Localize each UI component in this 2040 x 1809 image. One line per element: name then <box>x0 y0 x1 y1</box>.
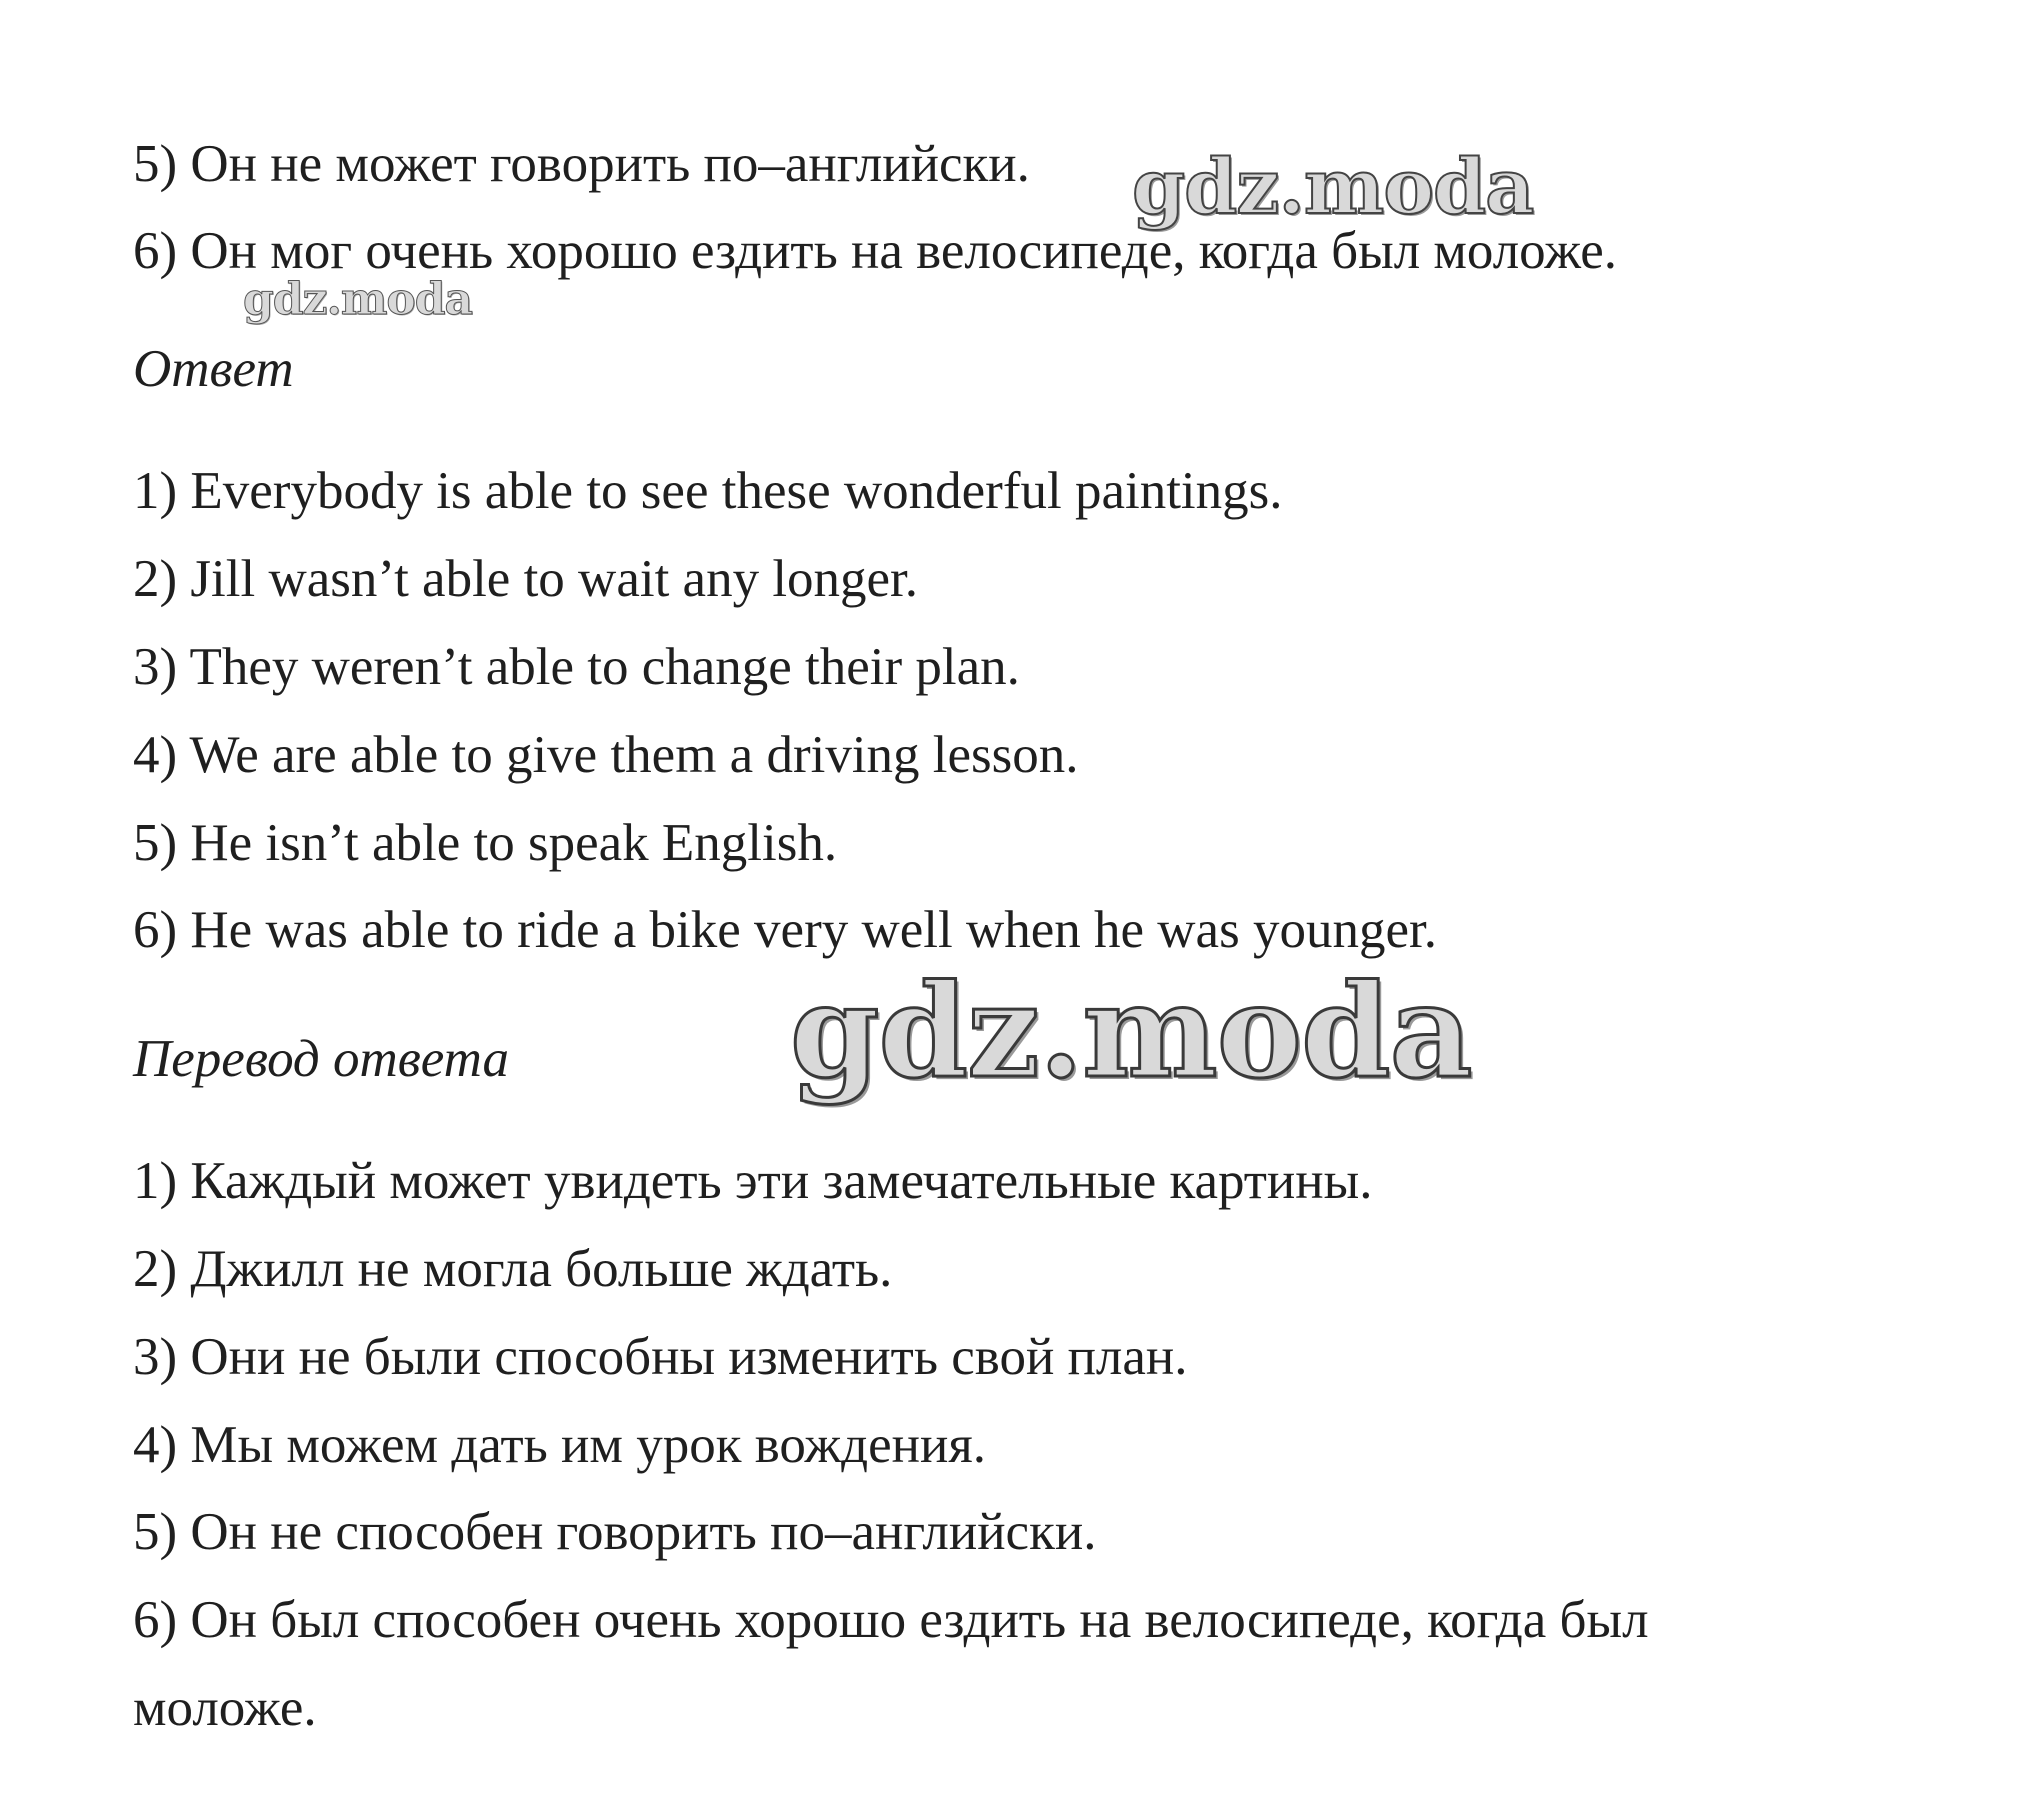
answer-line-3: 3) They weren’t able to change their plan. <box>133 638 1020 696</box>
answer-line-4: 4) We are able to give them a driving lesson. <box>133 726 1079 784</box>
task-line-6: 6) Он мог очень хорошо ездить на велосипеде, когда был моложе. <box>133 222 1618 280</box>
translation-line-6-continuation: моложе. <box>133 1679 317 1737</box>
answer-line-1: 1) Everybody is able to see these wonderful paintings. <box>133 462 1283 520</box>
translation-line-6: 6) Он был способен очень хорошо ездить на велосипеде, когда был <box>133 1591 1649 1649</box>
answer-line-2: 2) Jill wasn’t able to wait any longer. <box>133 550 919 608</box>
watermark-logo: gdz.moda <box>790 957 1472 1107</box>
translation-heading: Перевод ответа <box>133 1030 510 1088</box>
answer-line-6: 6) He was able to ride a bike very well when he was younger. <box>133 901 1437 959</box>
answer-line-5: 5) He isn’t able to speak English. <box>133 814 838 872</box>
watermark-logo: gdz.moda <box>243 274 473 325</box>
translation-line-4: 4) Мы можем дать им урок вождения. <box>133 1416 986 1474</box>
answer-heading: Ответ <box>133 340 294 398</box>
translation-line-3: 3) Они не были способны изменить свой план. <box>133 1328 1188 1386</box>
translation-line-5: 5) Он не способен говорить по–английски. <box>133 1503 1097 1561</box>
watermark-logo: gdz.moda <box>1132 142 1534 231</box>
translation-line-1: 1) Каждый может увидеть эти замечательные картины. <box>133 1152 1373 1210</box>
translation-line-2: 2) Джилл не могла больше ждать. <box>133 1240 893 1298</box>
task-line-5: 5) Он не может говорить по–английски. <box>133 135 1030 193</box>
